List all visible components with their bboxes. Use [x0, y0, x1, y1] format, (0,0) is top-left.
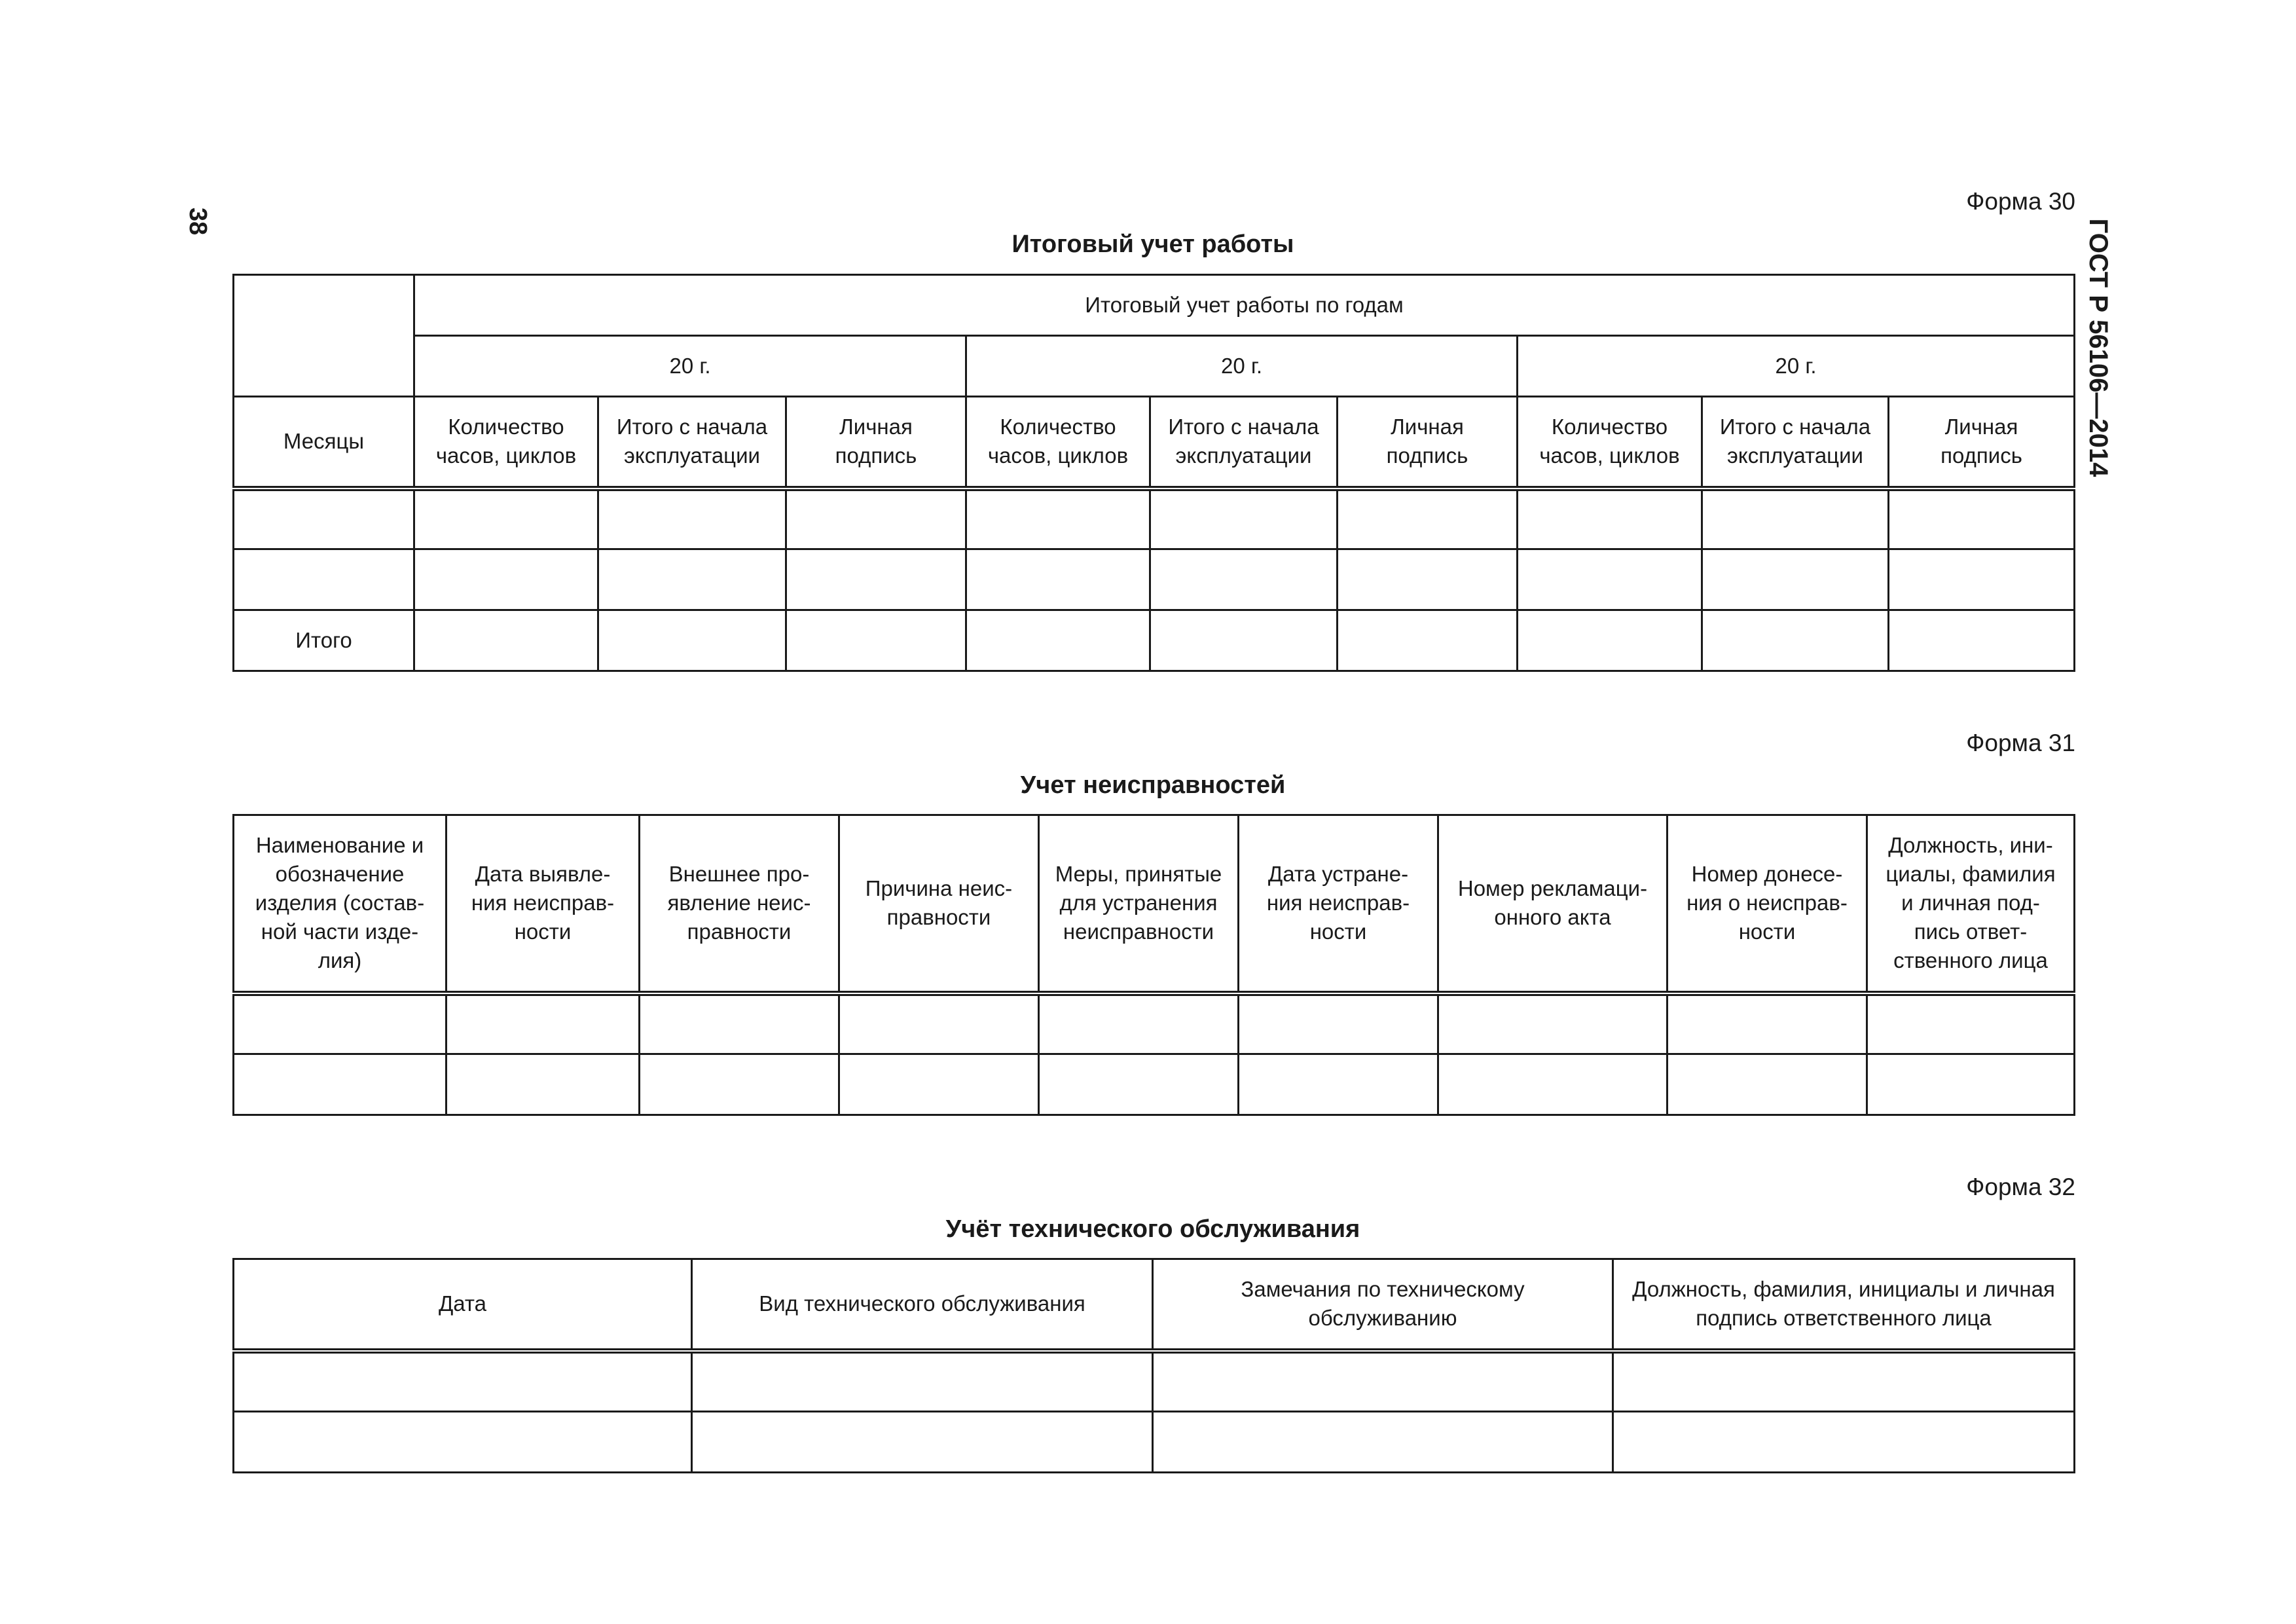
column-header: Вид технического обслуживания [692, 1259, 1153, 1351]
months-header: Месяцы [234, 397, 414, 489]
entry-cell[interactable] [1438, 993, 1667, 1054]
entry-cell[interactable] [1518, 610, 1702, 671]
entry-cell[interactable] [1667, 1054, 1867, 1115]
entry-cell[interactable] [966, 549, 1150, 610]
entry-cell[interactable] [446, 993, 640, 1054]
entry-cell[interactable] [1867, 1054, 2075, 1115]
column-header: Дата [234, 1259, 692, 1351]
entry-cell[interactable] [598, 610, 786, 671]
column-header: Номер донесе- ния о неисправ- ности [1667, 815, 1867, 993]
year-cell: 20 г. [966, 336, 1518, 397]
table-row [234, 1054, 2075, 1115]
entry-cell[interactable] [640, 1054, 839, 1115]
column-header: Личная подпись [1889, 397, 2075, 489]
table-row [234, 1412, 2075, 1473]
column-header: Количество часов, циклов [1518, 397, 1702, 489]
entry-cell[interactable] [1239, 1054, 1438, 1115]
column-header: Личная подпись [786, 397, 966, 489]
column-header: Количество часов, циклов [966, 397, 1150, 489]
column-header: Итого с начала эксплуатации [1150, 397, 1338, 489]
row-label-cell[interactable] [234, 489, 414, 549]
form-32-title: Учёт технического обслуживания [945, 1215, 1360, 1243]
form-31-label: Форма 31 [1966, 729, 2075, 756]
form-32-table [232, 1258, 2075, 1473]
entry-cell[interactable] [839, 1054, 1039, 1115]
entry-cell[interactable] [414, 489, 598, 549]
column-header: Замечания по техническому обслуживанию [1153, 1259, 1613, 1351]
entry-cell[interactable] [1338, 489, 1518, 549]
table-row [234, 1351, 2075, 1412]
table-row [234, 549, 2075, 610]
page-number: 38 [184, 207, 211, 236]
entry-cell[interactable] [692, 1351, 1153, 1412]
table-row [234, 993, 2075, 1054]
column-header: Причина неис- правности [839, 815, 1039, 993]
column-header: Внешнее про- явление неис- правности [640, 815, 839, 993]
entry-cell[interactable] [446, 1054, 640, 1115]
entry-cell[interactable] [414, 610, 598, 671]
total-label: Итого [234, 610, 414, 671]
form-31-table [232, 814, 2075, 1116]
year-cell: 20 г. [1518, 336, 2075, 397]
entry-cell[interactable] [414, 549, 598, 610]
entry-cell[interactable] [1889, 489, 2075, 549]
entry-cell[interactable] [786, 549, 966, 610]
entry-cell[interactable] [1889, 549, 2075, 610]
year-cell: 20 г. [414, 336, 966, 397]
entry-cell[interactable] [966, 489, 1150, 549]
entry-cell[interactable] [1613, 1412, 2075, 1473]
entry-cell[interactable] [234, 993, 446, 1054]
row-label-cell[interactable] [234, 549, 414, 610]
entry-cell[interactable] [1039, 1054, 1239, 1115]
entry-cell[interactable] [966, 610, 1150, 671]
entry-cell[interactable] [692, 1412, 1153, 1473]
entry-cell[interactable] [1239, 993, 1438, 1054]
entry-cell[interactable] [598, 489, 786, 549]
entry-cell[interactable] [1150, 549, 1338, 610]
header-group-cell: Итоговый учет работы по годам [414, 275, 2075, 336]
column-header: Дата выявле- ния неисправ- ности [446, 815, 640, 993]
entry-cell[interactable] [1518, 489, 1702, 549]
corner-cell [234, 275, 414, 397]
entry-cell[interactable] [1889, 610, 2075, 671]
column-header: Итого с начала эксплуатации [598, 397, 786, 489]
entry-cell[interactable] [839, 993, 1039, 1054]
entry-cell[interactable] [234, 1412, 692, 1473]
column-header: Наименование и обозначение изделия (состав- ной части изде- лия) [234, 815, 446, 993]
column-header: Количество часов, циклов [414, 397, 598, 489]
entry-cell[interactable] [1518, 549, 1702, 610]
column-header: Должность, фамилия, инициалы и личная подпись ответственного лица [1613, 1259, 2075, 1351]
entry-cell[interactable] [598, 549, 786, 610]
entry-cell[interactable] [1867, 993, 2075, 1054]
entry-cell[interactable] [1150, 489, 1338, 549]
column-header: Итого с начала эксплуатации [1702, 397, 1889, 489]
entry-cell[interactable] [1438, 1054, 1667, 1115]
standard-code: ГОСТ Р 56106—2014 [2084, 218, 2113, 477]
entry-cell[interactable] [234, 1054, 446, 1115]
form-30-label: Форма 30 [1966, 188, 2075, 215]
entry-cell[interactable] [234, 1351, 692, 1412]
entry-cell[interactable] [786, 610, 966, 671]
column-header: Номер рекламаци- онного акта [1438, 815, 1667, 993]
entry-cell[interactable] [1667, 993, 1867, 1054]
table-row-total [234, 610, 2075, 671]
entry-cell[interactable] [1338, 549, 1518, 610]
entry-cell[interactable] [1702, 610, 1889, 671]
column-header: Должность, ини- циалы, фамилия и личная под- пись ответ- ственного лица [1867, 815, 2075, 993]
entry-cell[interactable] [1338, 610, 1518, 671]
entry-cell[interactable] [640, 993, 839, 1054]
form-30-table [232, 274, 2075, 672]
form-30-title: Итоговый учет работы [1011, 231, 1294, 258]
column-header: Дата устране- ния неисправ- ности [1239, 815, 1438, 993]
entry-cell[interactable] [1702, 489, 1889, 549]
entry-cell[interactable] [1039, 993, 1239, 1054]
form-32-label: Форма 32 [1966, 1173, 2075, 1200]
entry-cell[interactable] [786, 489, 966, 549]
column-header: Личная подпись [1338, 397, 1518, 489]
entry-cell[interactable] [1153, 1351, 1613, 1412]
entry-cell[interactable] [1150, 610, 1338, 671]
entry-cell[interactable] [1702, 549, 1889, 610]
column-header: Меры, принятые для устранения неисправности [1039, 815, 1239, 993]
entry-cell[interactable] [1613, 1351, 2075, 1412]
table-row [234, 489, 2075, 549]
entry-cell[interactable] [1153, 1412, 1613, 1473]
form-31-title: Учет неисправностей [1020, 771, 1286, 799]
